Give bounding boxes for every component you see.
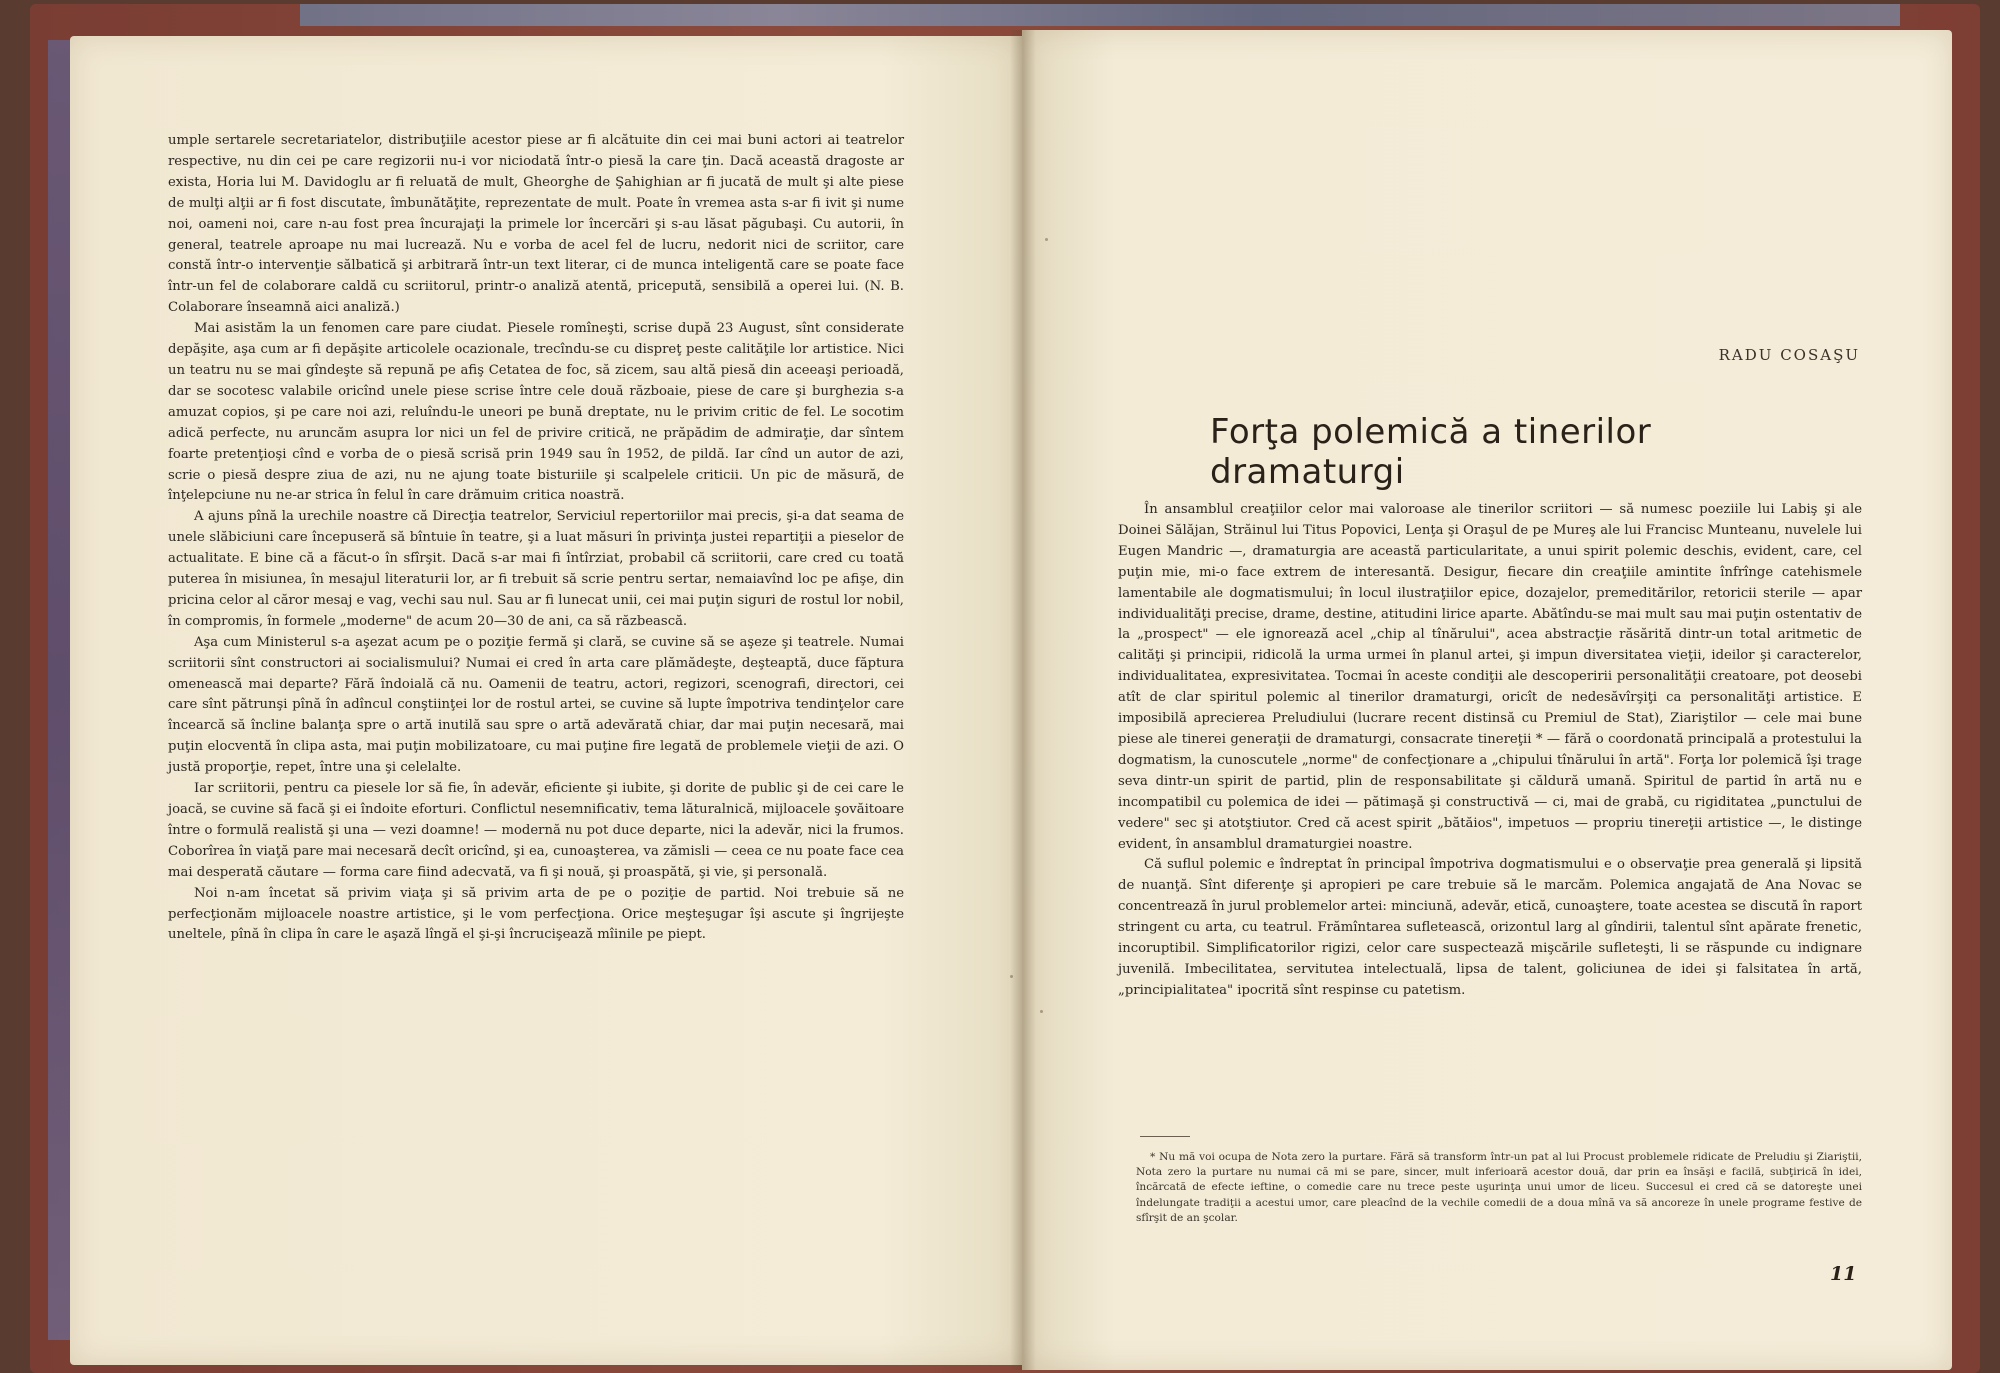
left-paragraph-3: A ajuns pînă la urechile noastre că Direcţia teatrelor, Serviciul repertoriilor mai precis, şi-a dat seama de unele slăbiciuni care începuseră să bîntuie în teatre, şi a luat măsuri în privinţa justei repartiţii a pieselor de actualitate. E bine că a făcut-o în sfîrşit. Dacă s-ar mai fi întîrziat, probabil că scriitorii, care cred cu toată puterea în misiunea, în mesajul literaturii lor, ar fi trebuit să scrie pentru sertar, nemaiavînd loc pe afişe, din pricina celor al căror mesaj e vag, vechi sau nul. Sau ar fi lunecat unii, cei mai puţin siguri de rostul lor nobil, în compromis, în formele „moderne" de acum 20—30 de ani, ca să răzbească. [168, 509, 904, 629]
left-paragraph-2: Mai asistăm la un fenomen care pare ciudat. Piesele romîneşti, scrise după 23 August, sînt considerate depăşite, aşa cum ar fi depăşite articolele ocazionale, trecîndu-se cu dispreţ peste calităţile lor artistice. Nici un teatru nu se mai gîndeşte să repună pe afiş Cetatea de foc, să zicem, sau altă piesă din aceeaşi perioadă, dar se socotesc valabile oricînd unele piese scrise între cele două războaie, piese de care şi burghezia s-a amuzat copios, şi pe care noi azi, reluîndu-le uneori pe bună dreptate, nu le privim critic de fel. Le socotim adică perfecte, nu aruncăm asupra lor nici un fel de privire critică, ne prăpădim de admiraţie, dar sîntem foarte pretenţioşi cînd e vorba de o piesă scrisă prin 1949 sau în 1952, de pildă. Iar cînd un autor de azi, scrie o piesă despre ziua de azi, nu ne ajung toate bisturiile şi scalpelele criticii. Un pic de măsură, de înţelepciune nu ne-ar strica în felul în care drămuim critica noastră. [168, 321, 904, 504]
left-paragraph-4: Aşa cum Ministerul s-a aşezat acum pe o poziţie fermă şi clară, se cuvine să se aşeze şi teatrele. Numai scriitorii sînt constructori ai socialismului? Numai ei cred în arta care plămădeşte, deşteaptă, duce făptura omenească mai departe? Fără îndoială că nu. Oamenii de teatru, actori, regizori, scenografi, directori, cei care sînt pătrunşi pînă în adîncul conştiinţei lor de rostul artei, se cuvine să lupte împotriva tendinţelor care încearcă să încline balanţa spre o artă inutilă sau spre o artă adevărată chiar, dar mai puţin necesară, mai puţin elocventă în clipa asta, mai puţin mobilizatoare, cu mai puţine fire legată de problemele vieţii de azi. O justă proporţie, repet, între una şi celelalte. [168, 634, 904, 776]
right-page-text [1118, 500, 1862, 1002]
footnote-text: * Nu mă voi ocupa de Nota zero la purtare. Fără să transform într-un pat al lui Procust problemele ridicate de Preludiu şi Ziariştii, Nota zero la purtare nu numai că mi se pare, sincer, mult inferioară acestor două, dar prin ea însăşi e facilă, subţirică în idei, încărcată de efecte ieftine, o comedie care nu trece peste uşurinţa unui umor de liceu. Succesul ei cred că se datoreşte unei îndelungate tradiţii a acestui umor, care pleacînd de la vechile comedii de a doua mînă va să ancoreze în unele programe festive de sfîrşit de an şcolar. [1136, 1151, 1862, 1224]
left-page-text [168, 131, 904, 946]
left-paragraph-5: Iar scriitorii, pentru ca piesele lor să fie, în adevăr, eficiente şi iubite, şi dorite de public şi de cei care le joacă, se cuvine să facă şi ei îndoite eforturi. Conflictul nesemnificativ, tema lăturalnică, mijloacele şovăitoare între o formulă realistă şi una — vezi doamne! — modernă nu pot duce departe, nici la adevăr, nici la frumos. Coborîrea în viaţă pare mai necesară decît oricînd, şi ea, cunoaşterea, va zămisli — ceea ce nu poate face cea mai desperată căutare — forma care fiind adecvată, va fi şi nouă, şi proaspătă, şi vie, şi personală. [168, 781, 904, 880]
speck [1045, 238, 1048, 241]
page-number: 11 [1830, 1263, 1857, 1285]
footnote-rule [1140, 1136, 1190, 1137]
footnote [1136, 1150, 1862, 1226]
left-paragraph-6: Noi n-am încetat să privim viaţa şi să privim arta de pe o poziţie de partid. Noi trebuie să ne perfecţionăm mijloacele noastre artistice, şi le vom perfecţiona. Orice meşteşugar îşi ascute şi îngrijeşte uneltele, pînă în clipa în care le aşază lîngă el şi-şi încrucişează mîinile pe piept. [168, 885, 904, 943]
cover-top-strip [300, 4, 1900, 26]
right-paragraph-2: Că suflul polemic e îndreptat în principal împotriva dogmatismului e o observaţie prea generală şi lipsită de nuanţă. Sînt diferenţe şi apropieri pe care trebuie să le marcăm. Polemica angajată de Ana Novac se concentrează în jurul problemelor artei: minciună, adevăr, etică, cunoaştere, toate acestea se discută în raport stringent cu arta, cu teatrul. Frămîntarea sufletească, orizontul larg al gîndirii, talentul sînt apărate frenetic, incoruptibil. Simplificatorilor rigizi, celor care suspectează mişcările sufleteşti, li se răspunde cu indignare juvenilă. Imbecilitatea, servitutea intelectuală, lipsa de talent, goliciunea de idei şi falsitatea în artă, „principialitatea" ipocrită sînt respinse cu patetism. [1118, 857, 1862, 998]
speck [1010, 975, 1013, 978]
article-author: RADU COSAŞU [1718, 346, 1860, 364]
article-title: Forţa polemică a tinerilor dramaturgi [1210, 412, 1652, 492]
left-paragraph-1: umple sertarele secretariatelor, distribuţiile acestor piese ar fi alcătuite din cei mai buni actori ai teatrelor respective, nu din cei pe care regizorii nu-i vor niciodată într-o piesă la care ţin. Dacă această dragoste ar exista, Horia lui M. Davidoglu ar fi reluată de mult, Gheorghe de Şahighian ar fi jucată de mult şi alte piese de mulţi alţii ar fi fost discutate, îmbunătăţite, reprezentate de mult. Poate în vremea asta s-ar fi ivit şi nume noi, oameni noi, care n-au fost prea încurajaţi la primele lor încercări şi s-au lăsat păgubaşi. Cu autorii, în general, teatrele aproape nu mai lucrează. Nu e vorba de acel fel de lucru, nedorit nici de scriitor, care constă într-o intervenţie sălbatică şi arbitrară într-un text literar, ci de munca inteligentă care se poate face într-un fel de colaborare caldă cu scriitorul, printr-o analiză atentă, pricepută, sensibilă a operei lui. (N. B. Colaborare înseamnă aici analiză.) [168, 133, 904, 316]
right-paragraph-1: În ansamblul creaţiilor celor mai valoroase ale tinerilor scriitori — să numesc poeziile lui Labiş şi ale Doinei Sălăjan, Străinul lui Titus Popovici, Lenţa şi Oraşul de pe Mureş ale lui Francisc Munteanu, nuvelele lui Eugen Mandric —, dramaturgia are această particularitate, a unui spirit polemic deschis, evident, care, cel puţin mie, mi-o face extrem de interesantă. Desigur, fiecare din creaţiile amintite înfrînge catehismele lamentabile ale dogmatismului; în locul ilustraţiilor epice, dozajelor, premeditărilor, retoricii sterile — apar individualităţi precise, drame, destine, atitudini lirice aparte. Abătîndu-se mai mult sau mai puţin ostentativ de la „prospect" — ele ignorează acel „chip al tînărului", acea abstracţie răsărită dintr-un total aritmetic de calităţi şi principii, ridicolă la urma urmei în planul artei, şi impun diversitatea vieţii, ideilor şi caracterelor, individualitatea, expresivitatea. Tocmai în aceste condiţii ale descoperirii personalităţii creatoare, pot deosebi atît de clar spiritul polemic al tinerilor dramaturgi, oricît de nedesăvîrşiţi ca personalităţi artistice. E imposibilă aprecierea Preludiului (lucrare recent distinsă cu Premiul de Stat), Ziariştilor — cele mai bune piese ale tinerei generaţii de dramaturgi, consacrate tinereţii * — fără o coordonată principală a protestului la dogmatism, la cunoscutele „norme" de confecţionare a „chipului tînărului în artă". Forţa lor polemică îşi trage seva dintr-un spirit de partid, plin de responsabilitate şi căldură umană. Spiritul de partid în artă nu e incompatibil cu polemica de idei — pătimaşă şi constructivă — ci, mai de grabă, cu rigiditatea „punctului de vedere" sec şi atotştiutor. Cred că acest spirit „bătăios", impetuos — propriu tinereţii artistice —, le distinge evident, în ansamblul dramaturgiei noastre. [1118, 502, 1862, 852]
speck [1040, 1010, 1043, 1013]
book-gutter [1010, 30, 1036, 1370]
